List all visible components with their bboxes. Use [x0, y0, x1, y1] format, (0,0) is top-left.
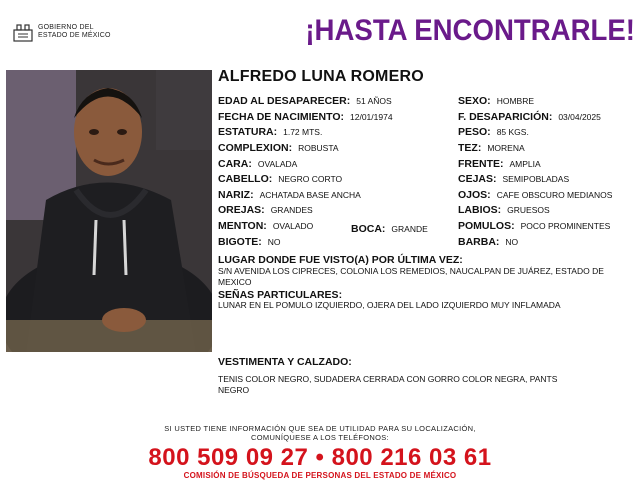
field-value: ROBUSTA [298, 143, 339, 153]
field-label: CABELLO: [218, 173, 273, 185]
field-value: POCO PROMINENTES [520, 221, 611, 231]
field-nariz [218, 189, 361, 201]
last-seen-title: LUGAR DONDE FUE VISTO(A) POR ÚLTIMA VEZ: [218, 254, 463, 266]
field-value: GRUESOS [507, 205, 550, 215]
field-value: NO [505, 237, 519, 247]
field-edad [218, 95, 392, 107]
field-label: FECHA DE NACIMIENTO: [218, 111, 344, 123]
field-labios [458, 204, 550, 216]
distinguishing-marks-text: LUNAR EN EL POMULO IZQUIERDO, OJERA DEL LADO IZQUIERDO MUY INFLAMADA [218, 300, 561, 310]
field-cejas [458, 173, 569, 185]
government-name: GOBIERNO DEL ESTADO DE MÉXICO [38, 24, 111, 39]
field-tez [458, 142, 525, 154]
field-value: GRANDE [391, 224, 428, 234]
phone-numbers: 800 509 09 27 • 800 216 03 61 [148, 444, 492, 471]
field-value: AMPLIA [509, 159, 541, 169]
field-value: NO [267, 237, 281, 247]
field-value: GRANDES [270, 205, 313, 215]
field-label: OJOS: [458, 189, 491, 201]
field-orejas [218, 204, 313, 216]
field-ojos [458, 189, 612, 201]
field-value: ACHATADA BASE ANCHA [259, 190, 361, 200]
clothing-title: VESTIMENTA Y CALZADO: [218, 356, 352, 368]
field-label: CARA: [218, 158, 252, 170]
field-value: OVALADO [272, 221, 314, 231]
field-cara [218, 158, 297, 170]
field-label: ESTATURA: [218, 126, 278, 138]
field-desaparicion [458, 111, 601, 123]
field-label: BARBA: [458, 236, 500, 248]
field-value: MORENA [487, 143, 525, 153]
footer-commission: COMISIÓN DE BÚSQUEDA DE PERSONAS DEL ESTADO DE MÉXICO [183, 471, 457, 480]
field-label: CEJAS: [458, 173, 497, 185]
government-logo [12, 22, 111, 42]
field-boca [351, 223, 428, 235]
field-cabello [218, 173, 342, 185]
field-menton [218, 220, 313, 232]
field-peso [458, 126, 529, 138]
field-frente [458, 158, 541, 170]
field-value: NEGRO CORTO [278, 174, 343, 184]
field-sexo [458, 95, 534, 107]
state-seal-icon [12, 22, 34, 42]
field-label: LABIOS: [458, 204, 502, 216]
field-value: SEMIPOBLADAS [502, 174, 570, 184]
field-value: OVALADA [257, 159, 298, 169]
field-label: BIGOTE: [218, 236, 262, 248]
field-label: MENTON: [218, 220, 267, 232]
field-label: FRENTE: [458, 158, 504, 170]
field-value: 1.72 MTS. [283, 127, 323, 137]
field-label: OREJAS: [218, 204, 265, 216]
distinguishing-marks-title: SEÑAS PARTICULARES: [218, 289, 343, 301]
field-value: 51 AÑOS [356, 96, 392, 106]
field-label: COMPLEXION: [218, 142, 293, 154]
person-photo [6, 70, 212, 352]
last-seen-text: S/N AVENIDA LOS CIPRECES, COLONIA LOS REMEDIOS, NAUCALPAN DE JUÁREZ, ESTADO DE MEXICO [218, 266, 604, 287]
field-label: EDAD AL DESAPARECER: [218, 95, 351, 107]
field-value: 85 KGS. [496, 127, 529, 137]
field-value: 12/01/1974 [350, 112, 393, 122]
field-label: SEXO: [458, 95, 491, 107]
field-value: 03/04/2025 [558, 112, 601, 122]
field-estatura [218, 126, 322, 138]
field-bigote [218, 236, 281, 248]
headline: ¡HASTA ENCONTRARLE! [305, 14, 635, 47]
field-barba [458, 236, 518, 248]
field-label: PESO: [458, 126, 491, 138]
field-pomulos [458, 220, 610, 232]
contact-note: SI USTED TIENE INFORMACIÓN QUE SEA DE UTILIDAD PARA SU LOCALIZACIÓN, COMUNÍQUESE A LOS TELÉFONOS: [164, 424, 476, 442]
field-label: TEZ: [458, 142, 482, 154]
person-name: ALFREDO LUNA ROMERO [218, 68, 424, 85]
field-value: CAFE OBSCURO MEDIANOS [496, 190, 613, 200]
field-label: POMULOS: [458, 220, 515, 232]
field-complexion [218, 142, 339, 154]
field-label: F. DESAPARICIÓN: [458, 111, 553, 123]
field-nacimiento [218, 111, 393, 123]
clothing-text: TENIS COLOR NEGRO, SUDADERA CERRADA CON GORRO COLOR NEGRA, PANTS NEGRO [218, 374, 558, 395]
field-value: HOMBRE [496, 96, 534, 106]
field-label: BOCA: [351, 223, 386, 235]
field-label: NARIZ: [218, 189, 254, 201]
